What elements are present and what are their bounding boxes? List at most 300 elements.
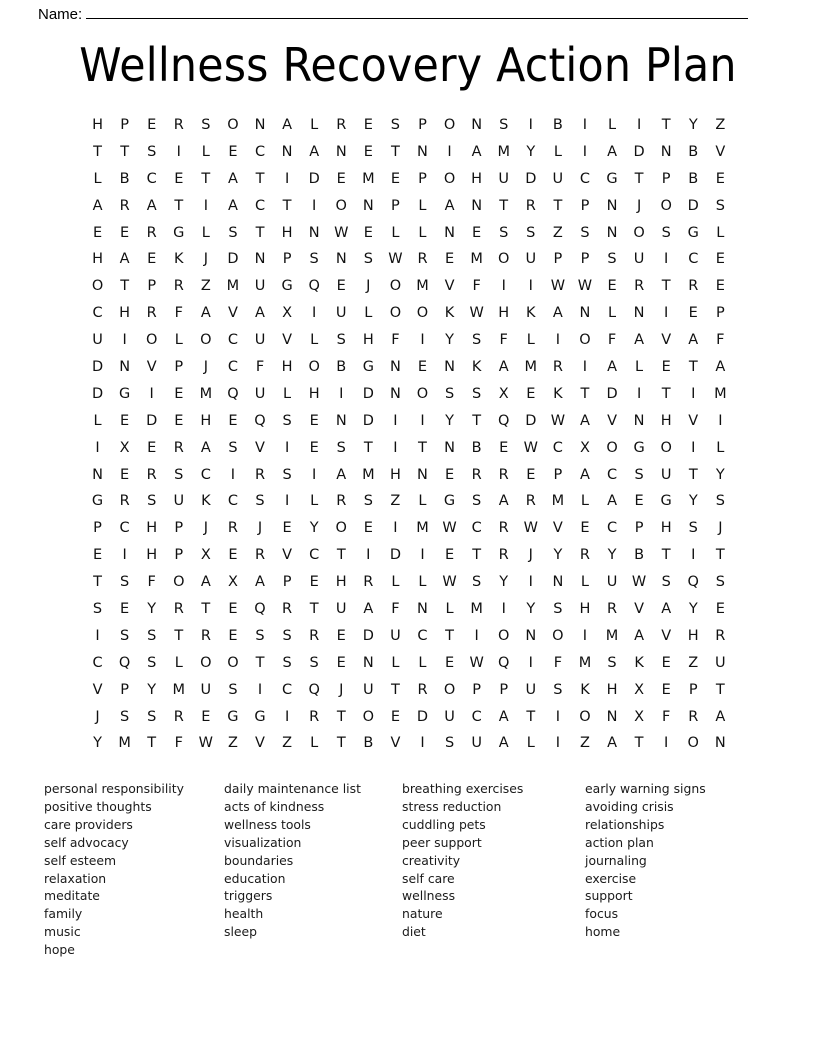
grid-cell[interactable]: S [553,601,563,618]
grid-cell[interactable]: B [363,735,374,752]
grid-cell[interactable]: O [498,627,510,644]
grid-cell[interactable]: C [254,197,266,214]
grid-cell[interactable]: A [363,601,374,618]
grid-cell[interactable]: T [120,143,130,160]
grid-cell[interactable]: F [553,654,563,671]
grid-cell[interactable]: T [255,654,265,671]
grid-cell[interactable]: I [284,439,290,456]
grid-cell[interactable]: S [120,627,130,644]
grid-cell[interactable]: L [310,332,319,349]
grid-cell[interactable]: I [257,681,263,698]
grid-cell[interactable]: D [227,251,239,268]
grid-cell[interactable]: U [390,627,401,644]
grid-cell[interactable]: S [688,520,698,537]
grid-cell[interactable]: G [606,170,618,187]
grid-cell[interactable]: A [579,412,590,429]
word-list-item[interactable]: avoiding crisis [585,798,674,814]
grid-cell[interactable]: T [688,359,698,376]
grid-cell[interactable]: E [336,278,346,295]
grid-cell[interactable]: I [691,439,696,456]
grid-cell[interactable]: E [715,170,725,187]
grid-cell[interactable]: E [444,547,455,564]
grid-cell[interactable]: I [447,143,452,160]
grid-cell[interactable]: T [390,681,400,698]
grid-cell[interactable]: V [607,412,617,429]
grid-cell[interactable]: W [334,224,349,241]
grid-cell[interactable]: E [715,601,725,618]
grid-cell[interactable]: S [282,627,292,644]
grid-cell[interactable]: O [227,117,239,133]
grid-cell[interactable]: T [526,708,536,725]
grid-cell[interactable]: S [309,251,319,268]
word-list-item[interactable]: self advocacy [44,834,129,850]
grid-cell[interactable]: T [120,278,130,295]
grid-cell[interactable]: S [363,251,373,268]
grid-cell[interactable]: L [580,574,589,591]
grid-cell[interactable]: I [312,197,317,214]
grid-cell[interactable]: C [227,359,238,376]
grid-cell[interactable]: D [362,627,374,644]
grid-cell[interactable]: H [660,412,672,429]
grid-cell[interactable]: H [146,520,158,537]
grid-cell[interactable]: R [254,466,266,483]
grid-cell[interactable]: E [363,143,373,160]
grid-cell[interactable]: N [444,439,455,456]
grid-cell[interactable]: D [525,170,537,187]
grid-cell[interactable]: H [687,627,699,644]
grid-cell[interactable]: Z [579,735,590,752]
grid-cell[interactable]: V [444,278,455,295]
grid-cell[interactable]: S [120,708,130,725]
grid-cell[interactable]: I [528,654,533,671]
grid-cell[interactable]: O [389,278,402,295]
grid-cell[interactable]: R [363,574,374,591]
grid-cell[interactable]: D [633,143,645,160]
grid-cell[interactable]: N [254,117,266,133]
grid-cell[interactable]: T [688,466,698,483]
grid-cell[interactable]: U [173,493,185,510]
grid-cell[interactable]: M [172,681,186,698]
grid-cell[interactable]: N [471,197,483,214]
grid-cell[interactable]: O [660,197,672,214]
grid-cell[interactable]: I [420,547,425,564]
grid-cell[interactable]: N [335,143,347,160]
grid-cell[interactable]: I [284,170,290,187]
grid-cell[interactable]: E [499,439,509,456]
grid-cell[interactable]: R [146,305,157,322]
grid-cell[interactable]: S [309,654,319,671]
grid-cell[interactable]: S [499,224,509,241]
word-list-item[interactable]: support [585,888,633,904]
grid-cell[interactable]: E [363,117,373,133]
grid-cell[interactable]: O [362,708,375,725]
word-list-item[interactable]: breathing exercises [402,781,524,796]
grid-cell[interactable]: W [198,735,214,752]
grid-cell[interactable]: D [91,385,104,402]
grid-cell[interactable]: C [282,681,293,698]
grid-cell[interactable]: H [362,332,374,349]
grid-cell[interactable]: C [119,520,130,537]
grid-cell[interactable]: J [95,708,100,725]
grid-cell[interactable]: T [472,412,482,429]
grid-cell[interactable]: A [119,251,130,268]
grid-cell[interactable]: A [634,332,645,349]
grid-cell[interactable]: L [364,305,373,322]
grid-cell[interactable]: P [174,547,184,564]
grid-cell[interactable]: E [417,359,428,376]
grid-cell[interactable]: I [420,735,425,752]
grid-cell[interactable]: I [582,143,588,160]
grid-cell[interactable]: H [200,412,212,429]
grid-cell[interactable]: G [443,493,456,510]
grid-cell[interactable]: O [443,681,456,698]
grid-cell[interactable]: A [444,197,455,214]
grid-cell[interactable]: L [93,412,102,429]
grid-cell[interactable]: G [173,224,185,241]
grid-cell[interactable]: R [119,197,130,214]
word-list-item[interactable]: action plan [585,834,654,850]
grid-cell[interactable]: R [498,547,509,564]
grid-cell[interactable]: S [147,493,157,510]
grid-cell[interactable]: M [362,466,375,483]
grid-cell[interactable]: D [308,170,320,187]
word-list-item[interactable]: focus [585,906,619,922]
grid-cell[interactable]: S [147,143,157,160]
grid-cell[interactable]: I [582,359,588,376]
grid-cell[interactable]: T [282,197,292,214]
grid-cell[interactable]: L [418,197,427,214]
grid-cell[interactable]: O [227,654,239,671]
grid-cell[interactable]: S [174,466,184,483]
grid-cell[interactable]: T [147,735,157,752]
grid-cell[interactable]: W [442,574,457,591]
grid-cell[interactable]: L [607,305,617,322]
grid-cell[interactable]: O [579,332,591,349]
grid-cell[interactable]: Q [254,601,266,618]
grid-cell[interactable]: S [282,412,292,429]
grid-cell[interactable]: C [606,466,618,483]
grid-cell[interactable]: R [119,493,130,510]
grid-cell[interactable]: R [417,251,428,268]
grid-cell[interactable]: A [634,627,645,644]
grid-cell[interactable]: G [91,493,104,510]
grid-cell[interactable]: W [550,278,566,295]
grid-cell[interactable]: N [444,359,455,376]
grid-cell[interactable]: E [120,466,130,483]
grid-cell[interactable]: T [336,735,346,752]
grid-cell[interactable]: X [634,681,645,698]
grid-cell[interactable]: O [443,170,456,187]
grid-cell[interactable]: Y [93,735,102,752]
word-list-item[interactable]: health [224,906,264,922]
grid-cell[interactable]: A [661,601,672,618]
word-list-item[interactable]: education [224,870,286,886]
grid-cell[interactable]: L [391,574,400,591]
grid-cell[interactable]: E [472,224,482,241]
grid-cell[interactable]: R [417,681,428,698]
grid-cell[interactable]: A [607,143,617,160]
grid-cell[interactable]: R [498,520,509,537]
grid-cell[interactable]: A [552,305,563,322]
grid-cell[interactable]: N [389,385,401,402]
grid-cell[interactable]: E [147,439,157,456]
grid-cell[interactable]: I [339,385,344,402]
grid-cell[interactable]: L [310,493,319,510]
grid-cell[interactable]: M [226,278,240,295]
word-list-item[interactable]: wellness [402,888,456,904]
grid-cell[interactable]: H [92,117,103,133]
grid-cell[interactable]: J [203,251,208,268]
word-list-item[interactable]: acts of kindness [224,798,325,814]
grid-cell[interactable]: N [471,117,483,133]
grid-cell[interactable]: U [715,654,726,671]
grid-cell[interactable]: P [580,251,590,268]
grid-cell[interactable]: S [715,197,725,214]
grid-cell[interactable]: V [661,627,672,644]
grid-cell[interactable]: S [580,224,590,241]
grid-cell[interactable]: S [92,601,103,618]
grid-cell[interactable]: E [580,520,590,537]
grid-cell[interactable]: T [201,601,211,618]
word-list-item[interactable]: care providers [44,816,133,832]
grid-cell[interactable]: R [146,224,157,241]
grid-cell[interactable]: F [716,332,725,349]
grid-cell[interactable]: H [281,359,293,376]
grid-cell[interactable]: P [282,574,292,591]
grid-cell[interactable]: T [418,439,427,456]
grid-cell[interactable]: P [472,681,481,698]
grid-cell[interactable]: Q [118,654,131,671]
grid-cell[interactable]: E [336,170,346,187]
grid-cell[interactable]: N [633,412,645,429]
grid-cell[interactable]: E [336,654,346,671]
grid-cell[interactable]: A [607,493,617,510]
grid-cell[interactable]: M [199,385,213,402]
grid-cell[interactable]: I [393,520,398,537]
grid-cell[interactable]: E [228,601,238,618]
grid-cell[interactable]: D [525,412,537,429]
grid-cell[interactable]: L [716,224,725,241]
grid-cell[interactable]: Z [390,493,401,510]
word-search-grid[interactable] [84,112,734,757]
grid-cell[interactable]: O [335,520,347,537]
grid-cell[interactable]: S [147,708,157,725]
grid-cell[interactable]: O [633,224,645,241]
grid-cell[interactable]: N [606,708,618,725]
grid-cell[interactable]: C [200,466,211,483]
grid-cell[interactable]: S [228,224,238,241]
grid-cell[interactable]: L [526,332,535,349]
grid-cell[interactable]: E [120,412,130,429]
grid-cell[interactable]: I [501,278,506,295]
grid-cell[interactable]: H [281,224,293,241]
grid-cell[interactable]: P [634,520,644,537]
grid-cell[interactable]: S [201,117,211,133]
grid-cell[interactable]: S [444,735,455,752]
grid-cell[interactable]: N [417,466,428,483]
grid-cell[interactable]: I [312,305,317,322]
grid-cell[interactable]: S [607,251,617,268]
grid-cell[interactable]: I [664,735,669,752]
grid-cell[interactable]: P [391,197,400,214]
grid-cell[interactable]: E [715,251,725,268]
grid-cell[interactable]: W [523,520,538,537]
grid-cell[interactable]: H [308,385,320,402]
grid-cell[interactable]: I [664,305,669,322]
grid-cell[interactable]: L [418,654,427,671]
grid-cell[interactable]: R [634,278,645,295]
grid-cell[interactable]: L [201,224,210,241]
grid-cell[interactable]: P [93,520,102,537]
word-list-item[interactable]: early warning signs [585,781,706,796]
grid-cell[interactable]: E [147,251,157,268]
grid-cell[interactable]: C [227,332,238,349]
grid-cell[interactable]: Z [552,224,563,241]
grid-cell[interactable]: N [389,359,401,376]
grid-cell[interactable]: W [442,520,457,537]
grid-cell[interactable]: O [200,332,212,349]
grid-cell[interactable]: R [336,117,347,133]
grid-cell[interactable]: O [145,332,158,349]
grid-cell[interactable]: L [310,735,319,752]
grid-cell[interactable]: I [555,332,560,349]
grid-cell[interactable]: Y [607,547,617,564]
grid-cell[interactable]: R [254,547,266,564]
grid-cell[interactable]: V [282,547,293,564]
grid-cell[interactable]: L [635,359,644,376]
grid-cell[interactable]: R [525,493,536,510]
grid-cell[interactable]: Q [227,385,239,402]
grid-cell[interactable]: I [122,547,127,564]
word-list-item[interactable]: creativity [402,852,461,868]
grid-cell[interactable]: L [201,143,210,160]
grid-cell[interactable]: A [498,493,509,510]
grid-cell[interactable]: S [282,654,292,671]
grid-cell[interactable]: A [607,735,617,752]
grid-cell[interactable]: N [335,251,347,268]
grid-cell[interactable]: V [634,601,645,618]
grid-cell[interactable]: I [636,385,642,402]
grid-cell[interactable]: F [147,574,156,591]
grid-cell[interactable]: K [471,359,482,376]
grid-cell[interactable]: C [552,439,563,456]
grid-cell[interactable]: I [528,278,533,295]
grid-cell[interactable]: Q [254,412,266,429]
grid-cell[interactable]: S [472,332,482,349]
grid-cell[interactable]: R [227,520,238,537]
grid-cell[interactable]: M [362,170,375,187]
grid-cell[interactable]: I [176,143,181,160]
grid-cell[interactable]: S [255,493,265,510]
grid-cell[interactable]: A [146,197,157,214]
grid-cell[interactable]: X [119,439,130,456]
grid-cell[interactable]: R [173,117,184,133]
grid-cell[interactable]: S [228,439,238,456]
grid-cell[interactable]: S [363,493,373,510]
grid-cell[interactable]: J [366,278,371,295]
grid-cell[interactable]: G [118,385,131,402]
grid-cell[interactable]: O [416,305,429,322]
word-list-item[interactable]: sleep [224,924,258,940]
grid-cell[interactable]: X [200,547,211,564]
grid-cell[interactable]: L [553,143,562,160]
grid-cell[interactable]: S [444,385,455,402]
grid-cell[interactable]: T [93,574,102,591]
grid-cell[interactable]: E [309,574,319,591]
grid-cell[interactable]: I [555,735,560,752]
grid-cell[interactable]: R [173,439,184,456]
grid-cell[interactable]: Y [688,117,698,133]
grid-cell[interactable]: T [336,547,346,564]
grid-cell[interactable]: A [688,332,699,349]
grid-cell[interactable]: U [254,278,266,295]
grid-cell[interactable]: I [230,466,236,483]
grid-cell[interactable]: N [606,197,618,214]
grid-cell[interactable]: R [715,627,726,644]
grid-cell[interactable]: N [417,143,428,160]
grid-cell[interactable]: L [418,493,427,510]
grid-cell[interactable]: F [391,601,400,618]
grid-cell[interactable]: E [661,654,671,671]
grid-cell[interactable]: A [255,574,265,591]
grid-cell[interactable]: B [119,170,130,187]
grid-cell[interactable]: E [92,224,103,241]
grid-cell[interactable]: X [498,385,509,402]
grid-cell[interactable]: T [715,681,725,698]
grid-cell[interactable]: U [606,574,618,591]
grid-cell[interactable]: E [444,251,455,268]
grid-cell[interactable]: P [661,170,671,187]
grid-cell[interactable]: Q [498,412,510,429]
grid-cell[interactable]: Y [147,681,157,698]
grid-cell[interactable]: E [228,547,238,564]
grid-cell[interactable]: U [525,251,537,268]
word-list-item[interactable]: exercise [585,870,637,886]
grid-cell[interactable]: A [336,466,347,483]
grid-cell[interactable]: S [228,681,238,698]
grid-cell[interactable]: K [201,493,211,510]
grid-cell[interactable]: Z [282,735,293,752]
grid-cell[interactable]: W [388,251,403,268]
grid-cell[interactable]: T [661,117,671,133]
word-list-item[interactable]: wellness tools [224,816,311,832]
grid-cell[interactable]: I [555,708,560,725]
grid-cell[interactable]: T [174,197,184,214]
grid-cell[interactable]: L [580,493,589,510]
grid-cell[interactable]: P [553,466,563,483]
grid-cell[interactable]: O [498,251,510,268]
grid-cell[interactable]: E [228,143,238,160]
grid-cell[interactable]: S [715,493,725,510]
grid-cell[interactable]: O [335,197,347,214]
grid-cell[interactable]: E [444,466,455,483]
grid-cell[interactable]: D [687,197,699,214]
grid-cell[interactable]: I [95,627,100,644]
grid-cell[interactable]: I [718,412,723,429]
grid-cell[interactable]: E [526,466,536,483]
grid-cell[interactable]: Z [200,278,211,295]
grid-cell[interactable]: M [497,143,510,160]
grid-cell[interactable]: O [308,359,320,376]
grid-cell[interactable]: R [525,197,536,214]
grid-cell[interactable]: T [445,627,454,644]
grid-cell[interactable]: V [552,520,563,537]
grid-cell[interactable]: C [579,170,590,187]
grid-cell[interactable]: A [498,708,509,725]
grid-cell[interactable]: T [336,708,346,725]
grid-cell[interactable]: W [523,439,538,456]
grid-cell[interactable]: Y [526,601,536,618]
